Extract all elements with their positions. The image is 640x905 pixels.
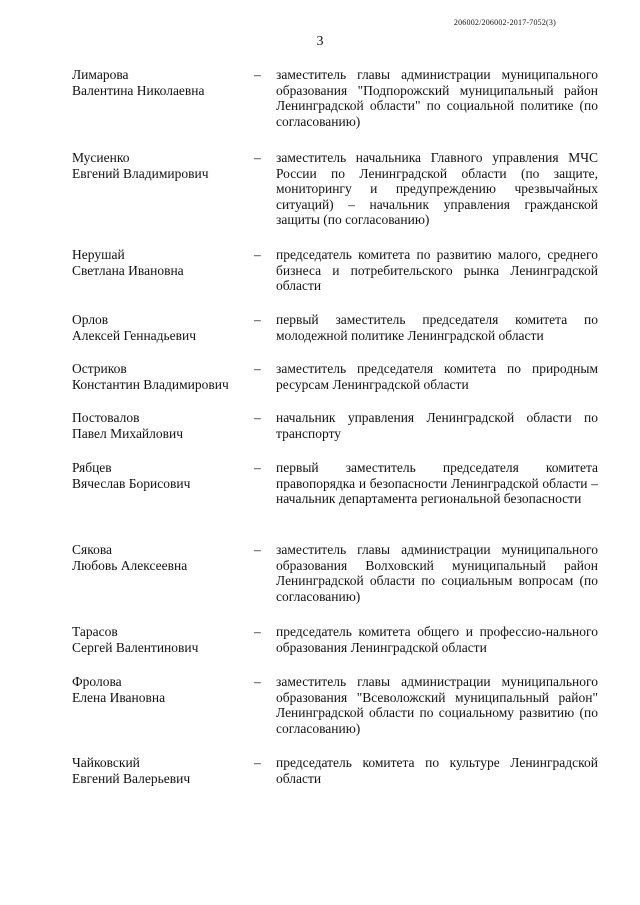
member-dash: – xyxy=(254,624,261,639)
member-given-names: Павел Михайлович xyxy=(72,425,184,441)
member-dash: – xyxy=(254,312,261,327)
member-role: первый заместитель председателя комитета по молодежной политике Ленинградской области xyxy=(276,312,598,343)
member-surname: Лимарова xyxy=(72,67,129,82)
member-name xyxy=(72,247,252,278)
member-role: председатель комитета по культуре Ленинградской области xyxy=(276,755,598,786)
member-role: заместитель начальника Главного управления МЧС России по Ленинградской области (по защите, мониторингу и предупреждению чрезвычайных ситуаций) – начальник управления гражданской защиты (по согласованию) xyxy=(276,150,598,227)
member-surname: Фролова xyxy=(72,674,122,689)
member-surname: Сякова xyxy=(72,542,113,557)
member-role: заместитель главы администрации муниципального образования "Всеволожский муниципальный район" Ленинградской области по социальному развитию (по согласованию) xyxy=(276,674,598,736)
member-given-names: Валентина Николаевна xyxy=(72,82,205,98)
member-surname: Нерушай xyxy=(72,247,125,262)
member-role: начальник управления Ленинградской области по транспорту xyxy=(276,410,598,441)
member-given-names: Елена Ивановна xyxy=(72,689,166,705)
member-role: заместитель главы администрации муниципального образования Волховский муниципальный район Ленинградской области по социальным вопросам (по согласованию) xyxy=(276,542,598,604)
document-code: 206002/206002-2017-7052(3) xyxy=(453,18,556,27)
member-name xyxy=(72,624,252,655)
member-name xyxy=(72,361,252,392)
member-given-names: Любовь Алексеевна xyxy=(72,557,188,573)
member-surname: Мусиенко xyxy=(72,150,130,165)
member-name xyxy=(72,755,252,786)
member-given-names: Светлана Ивановна xyxy=(72,262,184,278)
member-given-names: Евгений Валерьевич xyxy=(72,770,191,786)
member-given-names: Сергей Валентинович xyxy=(72,639,199,655)
member-role: первый заместитель председателя комитета правопорядка и безопасности Ленинградской области – начальник департамента региональной безопасности xyxy=(276,460,598,506)
member-name xyxy=(72,460,252,491)
member-name xyxy=(72,674,252,705)
member-dash: – xyxy=(254,67,261,82)
member-given-names: Константин Владимирович xyxy=(72,376,229,392)
member-name xyxy=(72,410,252,441)
member-surname: Чайковский xyxy=(72,755,140,770)
member-dash: – xyxy=(254,542,261,557)
member-surname: Остриков xyxy=(72,361,127,376)
member-dash: – xyxy=(254,247,261,262)
member-dash: – xyxy=(254,410,261,425)
member-dash: – xyxy=(254,150,261,165)
page-number: 3 xyxy=(316,34,324,49)
member-surname: Постовалов xyxy=(72,410,140,425)
member-given-names: Алексей Геннадьевич xyxy=(72,327,197,343)
member-dash: – xyxy=(254,755,261,770)
member-role: заместитель председателя комитета по природным ресурсам Ленинградской области xyxy=(276,361,598,392)
member-dash: – xyxy=(254,674,261,689)
member-name xyxy=(72,67,252,98)
member-surname: Тарасов xyxy=(72,624,118,639)
member-name xyxy=(72,150,252,181)
member-surname: Орлов xyxy=(72,312,109,327)
member-role: заместитель главы администрации муниципального образования "Подпорожский муниципальный район Ленинградской области" по социальной политике (по согласованию) xyxy=(276,67,598,129)
member-role: председатель комитета по развитию малого, среднего бизнеса и потребительского рынка Ленинградской области xyxy=(276,247,598,293)
member-surname: Рябцев xyxy=(72,460,112,475)
member-given-names: Вячеслав Борисович xyxy=(72,475,191,491)
member-given-names: Евгений Владимирович xyxy=(72,165,209,181)
member-role: председатель комитета общего и профессио-нального образования Ленинградской области xyxy=(276,624,598,655)
member-dash: – xyxy=(254,361,261,376)
member-dash: – xyxy=(254,460,261,475)
member-name xyxy=(72,542,252,573)
member-name xyxy=(72,312,252,343)
